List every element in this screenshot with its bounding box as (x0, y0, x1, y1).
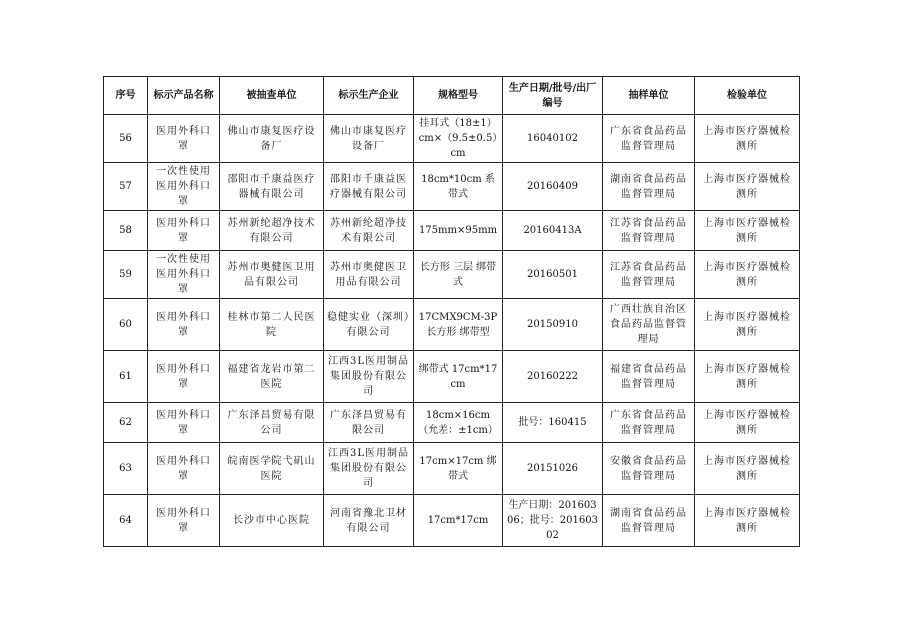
cell-product-name: 医用外科口罩 (148, 211, 220, 251)
cell-index: 59 (104, 251, 148, 299)
col-header-inspected-unit: 被抽查单位 (220, 77, 324, 115)
cell-sampling-unit: 广西壮族自治区食品药品监督管理局 (603, 299, 695, 351)
table-row (104, 443, 800, 495)
cell-inspected-unit: 苏州市奥健医卫用品有限公司 (220, 251, 324, 299)
cell-manufacturer: 苏州新纶超净技术有限公司 (324, 211, 414, 251)
table-row (104, 163, 800, 211)
cell-index: 56 (104, 115, 148, 163)
cell-sampling-unit: 广东省食品药品监督管理局 (603, 403, 695, 443)
cell-inspected-unit: 桂林市第二人民医院 (220, 299, 324, 351)
col-header-manufacturer: 标示生产企业 (324, 77, 414, 115)
cell-spec-model: 绑带式 17cm*17cm (414, 351, 503, 403)
cell-index: 57 (104, 163, 148, 211)
table-row (104, 299, 800, 351)
cell-date-batch: 20160409 (503, 163, 603, 211)
cell-product-name: 医用外科口罩 (148, 299, 220, 351)
cell-manufacturer: 稳健实业（深圳）有限公司 (324, 299, 414, 351)
cell-manufacturer: 江西3L医用制品集团股份有限公司 (324, 351, 414, 403)
cell-date-batch: 20151026 (503, 443, 603, 495)
cell-manufacturer: 邵阳市千康益医疗器械有限公司 (324, 163, 414, 211)
cell-date-batch: 生产日期：20160306；批号：20160302 (503, 495, 603, 547)
cell-spec-model: 17cm*17cm (414, 495, 503, 547)
cell-product-name: 一次性使用医用外科口罩 (148, 163, 220, 211)
cell-spec-model: 长方形 三层 绑带式 (414, 251, 503, 299)
cell-spec-model: 175mm×95mm (414, 211, 503, 251)
col-header-product-name: 标示产品名称 (148, 77, 220, 115)
cell-product-name: 医用外科口罩 (148, 443, 220, 495)
cell-testing-unit: 上海市医疗器械检测所 (695, 251, 800, 299)
cell-sampling-unit: 江苏省食品药品监督管理局 (603, 211, 695, 251)
cell-product-name: 医用外科口罩 (148, 495, 220, 547)
cell-manufacturer: 广东泽昌贸易有限公司 (324, 403, 414, 443)
cell-sampling-unit: 湖南省食品药品监督管理局 (603, 495, 695, 547)
cell-spec-model: 17cm×17cm 绑带式 (414, 443, 503, 495)
cell-product-name: 一次性使用医用外科口罩 (148, 251, 220, 299)
cell-manufacturer: 佛山市康复医疗设备厂 (324, 115, 414, 163)
cell-date-batch: 批号：160415 (503, 403, 603, 443)
table-row (104, 351, 800, 403)
cell-testing-unit: 上海市医疗器械检测所 (695, 403, 800, 443)
cell-product-name: 医用外科口罩 (148, 115, 220, 163)
cell-date-batch: 20150910 (503, 299, 603, 351)
cell-manufacturer: 苏州市奥健医卫用品有限公司 (324, 251, 414, 299)
col-header-index: 序号 (104, 77, 148, 115)
cell-index: 64 (104, 495, 148, 547)
cell-sampling-unit: 江苏省食品药品监督管理局 (603, 251, 695, 299)
table-row (104, 251, 800, 299)
cell-spec-model: 17CMX9CM-3P 长方形 绑带型 (414, 299, 503, 351)
col-header-testing-unit: 检验单位 (695, 77, 800, 115)
cell-inspected-unit: 苏州新纶超净技术有限公司 (220, 211, 324, 251)
cell-date-batch: 20160501 (503, 251, 603, 299)
cell-testing-unit: 上海市医疗器械检测所 (695, 443, 800, 495)
cell-testing-unit: 上海市医疗器械检测所 (695, 163, 800, 211)
cell-testing-unit: 上海市医疗器械检测所 (695, 351, 800, 403)
col-header-date-batch: 生产日期/批号/出厂编号 (503, 77, 603, 115)
table-row (104, 115, 800, 163)
cell-sampling-unit: 安徽省食品药品监督管理局 (603, 443, 695, 495)
cell-inspected-unit: 佛山市康复医疗设备厂 (220, 115, 324, 163)
cell-date-batch: 20160413A (503, 211, 603, 251)
cell-sampling-unit: 福建省食品药品监督管理局 (603, 351, 695, 403)
cell-testing-unit: 上海市医疗器械检测所 (695, 211, 800, 251)
cell-spec-model: 18cm×16cm（允差：±1cm） (414, 403, 503, 443)
cell-index: 62 (104, 403, 148, 443)
inspection-results-table (103, 76, 800, 547)
cell-date-batch: 16040102 (503, 115, 603, 163)
cell-spec-model: 挂耳式（18±1）cm×（9.5±0.5）cm (414, 115, 503, 163)
cell-product-name: 医用外科口罩 (148, 403, 220, 443)
cell-sampling-unit: 广东省食品药品监督管理局 (603, 115, 695, 163)
col-header-spec-model: 规格型号 (414, 77, 503, 115)
cell-index: 58 (104, 211, 148, 251)
cell-inspected-unit: 皖南医学院弋矶山医院 (220, 443, 324, 495)
cell-manufacturer: 河南省豫北卫材有限公司 (324, 495, 414, 547)
col-header-sampling-unit: 抽样单位 (603, 77, 695, 115)
cell-inspected-unit: 邵阳市千康益医疗器械有限公司 (220, 163, 324, 211)
cell-index: 63 (104, 443, 148, 495)
cell-inspected-unit: 广东泽昌贸易有限公司 (220, 403, 324, 443)
cell-index: 61 (104, 351, 148, 403)
cell-manufacturer: 江西3L医用制品集团股份有限公司 (324, 443, 414, 495)
cell-sampling-unit: 湖南省食品药品监督管理局 (603, 163, 695, 211)
cell-inspected-unit: 福建省龙岩市第二医院 (220, 351, 324, 403)
table-row (104, 495, 800, 547)
header-row (104, 77, 800, 115)
cell-inspected-unit: 长沙市中心医院 (220, 495, 324, 547)
table-row (104, 403, 800, 443)
cell-testing-unit: 上海市医疗器械检测所 (695, 299, 800, 351)
cell-testing-unit: 上海市医疗器械检测所 (695, 115, 800, 163)
cell-spec-model: 18cm*10cm 系带式 (414, 163, 503, 211)
cell-date-batch: 20160222 (503, 351, 603, 403)
cell-product-name: 医用外科口罩 (148, 351, 220, 403)
table-row (104, 211, 800, 251)
cell-testing-unit: 上海市医疗器械检测所 (695, 495, 800, 547)
cell-index: 60 (104, 299, 148, 351)
